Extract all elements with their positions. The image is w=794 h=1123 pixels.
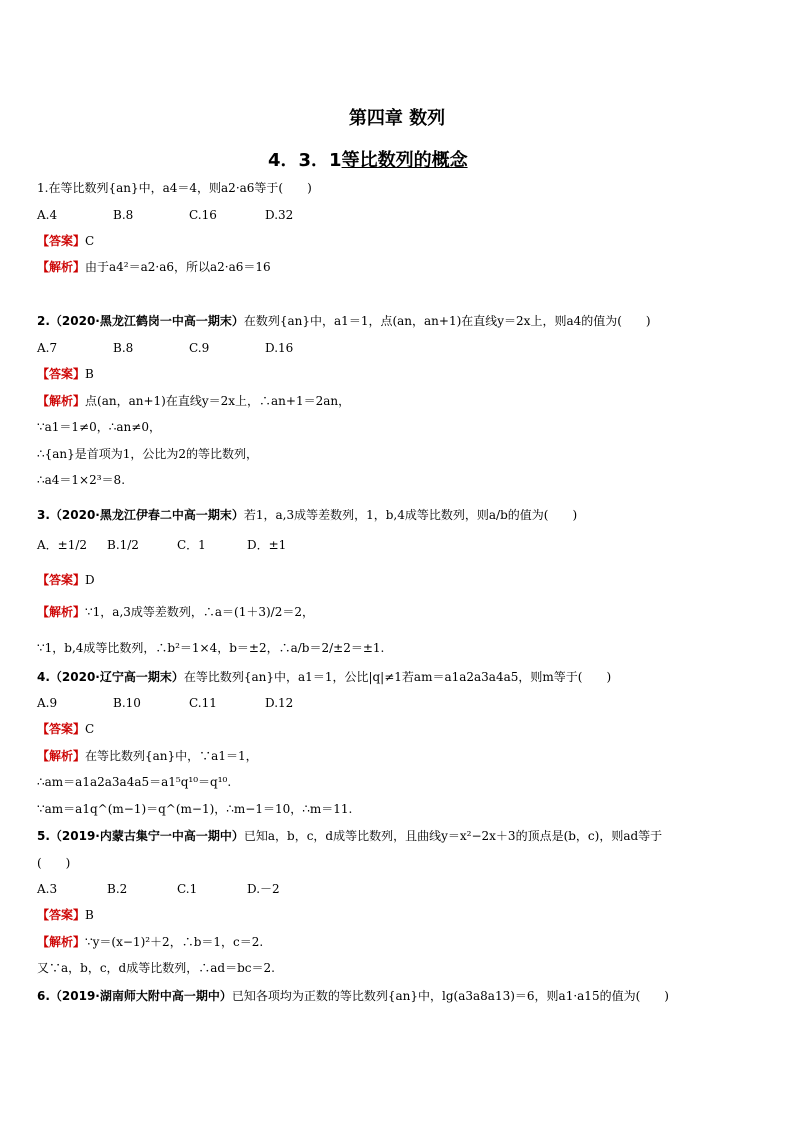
answer-value: C [85, 722, 95, 736]
answer-label: 【答案】 [37, 367, 86, 381]
question-3-stem [37, 507, 577, 523]
option: B.8 [113, 208, 134, 222]
question-4-analysis-3: ∵am＝a1q^(m−1)＝q^(m−1)，∴m−1＝10，∴m＝11. [37, 802, 353, 816]
analysis-label: 【解析】 [37, 394, 86, 408]
option: A.9 [37, 696, 58, 710]
question-4-options [37, 695, 341, 711]
analysis-text: ∵1，a,3成等差数列，∴a＝(1＋3)/2＝2， [85, 605, 314, 619]
analysis-label: 【解析】 [37, 605, 86, 619]
answer-label: 【答案】 [37, 573, 86, 587]
question-source: 6.（2019·湖南师大附中高一期中） [37, 989, 232, 1003]
question-6-stem [37, 988, 669, 1004]
answer-value: D [85, 573, 95, 587]
option: D.32 [265, 208, 294, 222]
chapter-title: 第四章 数列 [348, 108, 446, 129]
question-4-stem [37, 669, 611, 685]
question-source: 2.（2020·黑龙江鹤岗一中高一期末） [37, 314, 244, 328]
question-5-stem [37, 828, 662, 844]
question-5-options [37, 881, 317, 897]
option: B.8 [113, 341, 134, 355]
option: D.12 [265, 696, 294, 710]
analysis-text: ∵y＝(x−1)²＋2，∴b＝1，c＝2. [85, 935, 264, 949]
question-2-analysis-2: ∵a1＝1≠0，∴an≠0， [37, 420, 161, 434]
answer-value: C [85, 234, 95, 248]
answer-label: 【答案】 [37, 908, 86, 922]
question-4-analysis-2: ∴am＝a1a2a3a4a5＝a1⁵q¹⁰＝q¹⁰. [37, 775, 232, 789]
question-1-answer [37, 233, 94, 249]
option: A.4 [37, 208, 58, 222]
option: D.16 [265, 341, 294, 355]
analysis-text: 点(an，an+1)在直线y＝2x上，∴an+1＝2an， [85, 394, 351, 408]
option: C.9 [189, 341, 210, 355]
answer-label: 【答案】 [37, 722, 86, 736]
question-5-analysis-2: 又∵a，b，c，d成等比数列，∴ad＝bc＝2. [37, 961, 275, 975]
answer-label: 【答案】 [37, 234, 86, 248]
question-2-stem [37, 313, 651, 329]
option: A.7 [37, 341, 58, 355]
option: B.1/2 [107, 538, 139, 552]
question-2-answer [37, 366, 94, 382]
question-text: 已知a，b，c，d成等比数列，且曲线y＝x²−2x＋3的顶点是(b，c)，则ad等于 [243, 829, 663, 843]
section-title [268, 146, 468, 172]
section-number: 4．3．1 [268, 150, 342, 171]
question-1-analysis [37, 259, 271, 275]
question-5-stem-2: ( ) [37, 856, 71, 870]
question-2-options [37, 340, 341, 356]
question-3-analysis-1 [37, 604, 314, 620]
analysis-label: 【解析】 [37, 260, 86, 274]
question-text: 若1，a,3成等差数列，1，b,4成等比数列，则a/b的值为( ) [243, 508, 578, 522]
analysis-label: 【解析】 [37, 749, 86, 763]
option: C．1 [177, 538, 206, 552]
question-2-analysis-1 [37, 393, 350, 409]
question-text: 在等比数列{an}中，a1＝1，公比|q|≠1若am＝a1a2a3a4a5，则m等于( ) [183, 670, 612, 684]
answer-value: B [85, 908, 94, 922]
option: C.1 [177, 882, 198, 896]
analysis-text: 由于a4²＝a2·a6，所以a2·a6＝16 [85, 260, 271, 274]
option: B.10 [113, 696, 141, 710]
option: A．±1/2 [37, 538, 88, 552]
question-3-options [37, 537, 317, 553]
question-3-answer [37, 572, 95, 588]
question-source: 5.（2019·内蒙古集宁一中高一期中） [37, 829, 244, 843]
answer-value: B [85, 367, 94, 381]
question-1-stem: 1.在等比数列{an}中，a4＝4，则a2·a6等于( ) [37, 181, 312, 195]
option: B.2 [107, 882, 128, 896]
option: D．±1 [247, 538, 287, 552]
question-text: 已知各项均为正数的等比数列{an}中，lg(a3a8a13)＝6，则a1·a15的值为( ) [231, 989, 669, 1003]
analysis-label: 【解析】 [37, 935, 86, 949]
option: C.16 [189, 208, 217, 222]
question-5-analysis-1 [37, 934, 263, 950]
analysis-text: 在等比数列{an}中，∵a1＝1， [85, 749, 258, 763]
question-4-answer [37, 721, 94, 737]
question-source: 3.（2020·黑龙江伊春二中高一期末） [37, 508, 244, 522]
question-5-answer [37, 907, 94, 923]
question-text: 在数列{an}中，a1＝1，点(an，an+1)在直线y＝2x上，则a4的值为( ) [243, 314, 651, 328]
section-name: 等比数列的概念 [341, 150, 468, 171]
option: C.11 [189, 696, 217, 710]
question-3-analysis-2: ∵1，b,4成等比数列，∴b²＝1×4，b＝±2，∴a/b＝2/±2＝±1. [37, 641, 385, 655]
option: A.3 [37, 882, 58, 896]
question-1-options [37, 207, 341, 223]
option: D.－2 [247, 882, 280, 896]
question-2-analysis-4: ∴a4＝1×2³＝8. [37, 473, 126, 487]
question-source: 4.（2020·辽宁高一期末） [37, 670, 184, 684]
question-2-analysis-3: ∴{an}是首项为1，公比为2的等比数列， [37, 447, 259, 461]
question-4-analysis-1 [37, 748, 258, 764]
